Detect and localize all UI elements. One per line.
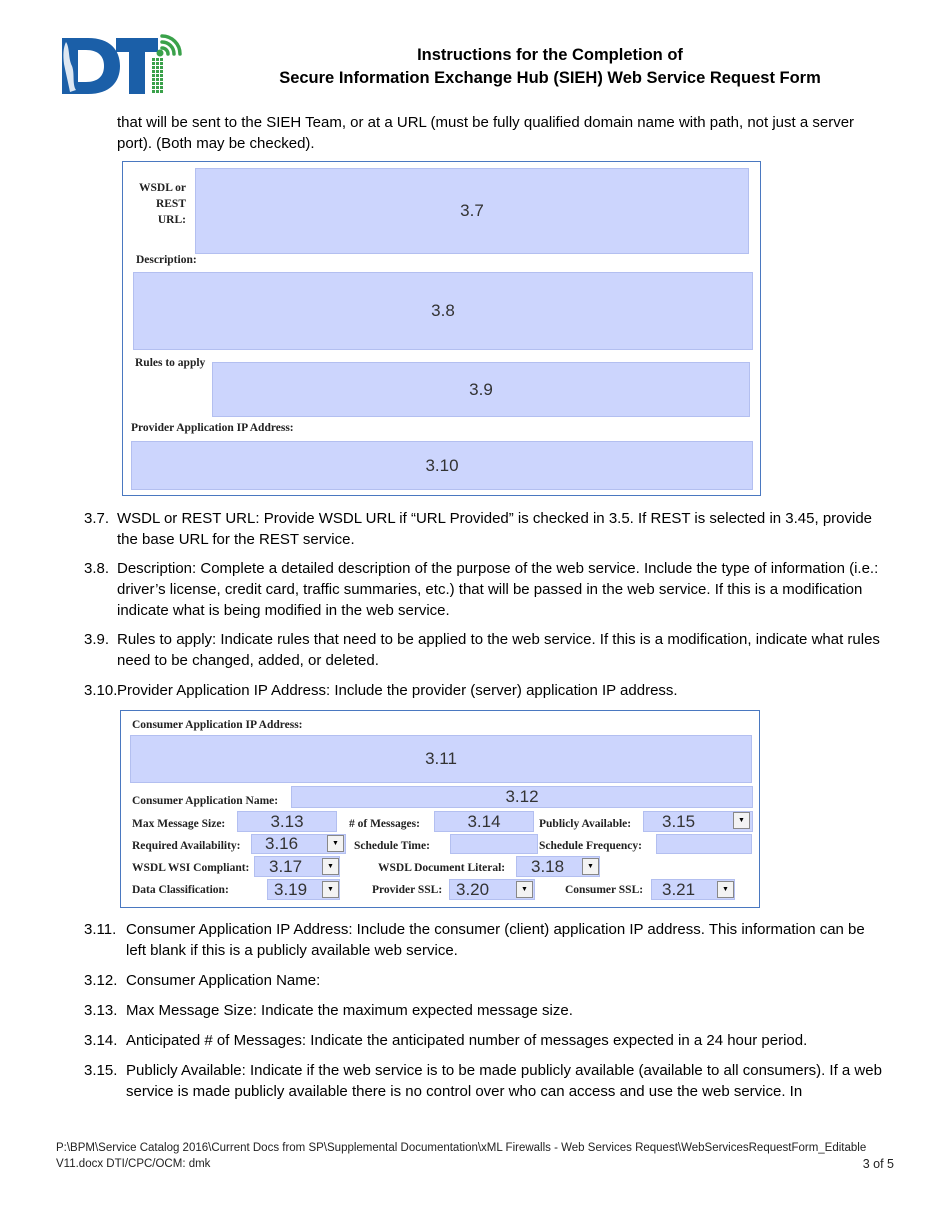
consumer-ip-field[interactable]: 3.11	[130, 735, 752, 783]
item-text: Rules to apply: Indicate rules that need to be applied to the web service. If this is a modification, indicate what rules need to be changed, added, or deleted.	[117, 631, 880, 669]
page-number: 3 of 5	[862, 1157, 894, 1171]
provider-ssl-label: Provider SSL:	[372, 884, 443, 896]
rules-label: Rules to apply	[135, 357, 206, 369]
doc-title-line1: Instructions for the Completion of	[417, 46, 683, 64]
wsdl-document-literal-label: WSDL Document Literal:	[378, 862, 506, 874]
item-text: Max Message Size: Indicate the maximum expected message size.	[126, 1002, 573, 1019]
schedule-time-label: Schedule Time:	[354, 840, 430, 852]
wsdl-wsi-compliant-select[interactable]: 3.17	[254, 856, 340, 877]
chevron-down-icon[interactable]: ▼	[516, 881, 533, 898]
item-text: Publicly Available: Indicate if the web service is to be made publicly available (available to all consumers). If a web service is made publicly available there is no control over who can access and use the web service. In	[126, 1062, 882, 1100]
list-item	[84, 970, 884, 991]
list-item	[84, 1000, 884, 1021]
description-field[interactable]: 3.8	[133, 272, 753, 350]
wsdl-wsi-compliant-label: WSDL WSI Compliant:	[132, 862, 250, 874]
chevron-down-icon[interactable]: ▼	[322, 858, 339, 875]
dti-logo	[60, 34, 182, 96]
list-item	[84, 558, 884, 621]
form-section-service-details	[122, 161, 761, 496]
item-text: Anticipated # of Messages: Indicate the anticipated number of messages expected in a 24 hour period.	[126, 1032, 808, 1049]
provider-ip-label: Provider Application IP Address:	[131, 422, 294, 434]
provider-ssl-select[interactable]: 3.20	[449, 879, 535, 900]
rules-field[interactable]: 3.9	[212, 362, 750, 417]
item-text: WSDL or REST URL: Provide WSDL URL if “URL Provided” is checked in 3.5. If REST is selected in 3.45, provide the base URL for the REST service.	[117, 510, 873, 548]
max-message-size-label: Max Message Size:	[132, 818, 226, 830]
data-classification-label: Data Classification:	[132, 884, 229, 896]
list-item	[84, 629, 884, 671]
consumer-ip-label: Consumer Application IP Address:	[132, 719, 303, 731]
chevron-down-icon[interactable]: ▼	[717, 881, 734, 898]
chevron-down-icon[interactable]: ▼	[322, 881, 339, 898]
item-number: 3.15.	[84, 1062, 118, 1079]
item-number: 3.9.	[84, 631, 110, 648]
consumer-ssl-label: Consumer SSL:	[565, 884, 644, 896]
schedule-time-field[interactable]	[450, 834, 538, 854]
data-classification-select[interactable]: 3.19	[267, 879, 340, 900]
wsdl-url-field[interactable]: 3.7	[195, 168, 749, 254]
max-message-size-field[interactable]: 3.13	[237, 811, 337, 832]
item-number: 3.14.	[84, 1032, 118, 1049]
publicly-available-select[interactable]: 3.15	[643, 811, 753, 832]
footer-path-cont: V11.docx DTI/CPC/OCM: dmk	[56, 1158, 211, 1170]
consumer-ssl-select[interactable]: 3.21	[651, 879, 735, 900]
item-text: Description: Complete a detailed description of the purpose of the web service. Include the type of information (i.e.: driver’s license, credit card, traffic summaries, etc.) that will be passed in the web service. If this is a modification indicate what is being modified in the web service.	[117, 560, 879, 619]
chevron-down-icon[interactable]: ▼	[733, 812, 750, 829]
num-messages-field[interactable]: 3.14	[434, 811, 534, 832]
chevron-down-icon[interactable]: ▼	[327, 835, 344, 852]
item-number: 3.8.	[84, 560, 110, 577]
intro-paragraph: that will be sent to the SIEH Team, or at a URL (must be fully qualified domain name with path, not just a server port). (Both may be checked).	[117, 114, 855, 152]
doc-title-line2: Secure Information Exchange Hub (SIEH) Web Service Request Form	[279, 69, 821, 87]
list-item	[84, 508, 884, 550]
schedule-frequency-label: Schedule Frequency:	[539, 840, 642, 852]
list-item	[84, 1030, 884, 1051]
required-availability-select[interactable]: 3.16	[251, 834, 346, 854]
consumer-name-label: Consumer Application Name:	[132, 795, 279, 807]
list-item	[84, 680, 884, 701]
list-item	[84, 919, 884, 961]
consumer-name-field[interactable]: 3.12	[291, 786, 753, 808]
item-number: 3.13.	[84, 1002, 118, 1019]
description-label: Description:	[136, 254, 197, 266]
item-number: 3.11.	[84, 921, 117, 938]
item-text: Provider Application IP Address: Include the provider (server) application IP address.	[117, 682, 678, 699]
provider-ip-field[interactable]: 3.10	[131, 441, 753, 490]
wsdl-label: WSDL or REST URL:	[139, 182, 186, 226]
item-text: Consumer Application Name:	[126, 972, 321, 989]
footer-path: P:\BPM\Service Catalog 2016\Current Docs from SP\Supplemental Documentation\xML Firewalls - Web Services Request\WebServicesRequestForm_Editable	[56, 1142, 867, 1154]
schedule-frequency-field[interactable]	[656, 834, 752, 854]
chevron-down-icon[interactable]: ▼	[582, 858, 599, 875]
num-messages-label: # of Messages:	[349, 818, 420, 830]
publicly-available-label: Publicly Available:	[539, 818, 632, 830]
wsdl-document-literal-select[interactable]: 3.18	[516, 856, 600, 877]
list-item	[84, 1060, 884, 1102]
item-number: 3.7.	[84, 510, 110, 527]
form-section-consumer-details	[120, 710, 760, 908]
item-number: 3.12.	[84, 972, 118, 989]
item-text: Consumer Application IP Address: Include the consumer (client) application IP address. This information can be left blank if this is a publicly available web service.	[126, 921, 865, 959]
required-availability-label: Required Availability:	[132, 840, 241, 852]
item-number: 3.10.	[84, 682, 118, 699]
